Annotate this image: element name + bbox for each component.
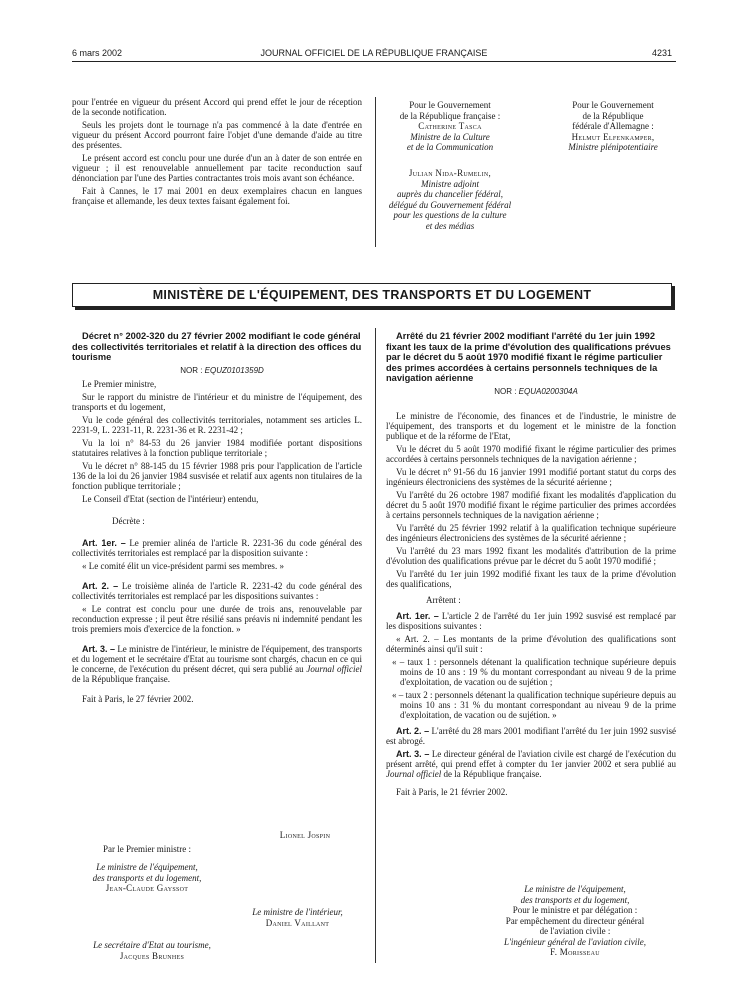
article-text: Le premier alinéa de l'article R. 2231-36 du code général des collectivités territoriales est remplacé par la disposition suivante :	[72, 537, 363, 558]
arrete-column	[386, 331, 676, 800]
article-text: L'arrêté du 28 mars 2001 modifiant l'arrêté du 1er juin 1992 susvisé est abrogé.	[386, 725, 677, 746]
sig-title: Le secrétaire d'Etat au tourisme,	[93, 940, 211, 950]
accord-paragraph: pour l'entrée en vigueur du présent Accord qui prend effet le jour de réception de la seconde notification.	[72, 97, 362, 117]
signature-france	[380, 100, 520, 153]
sig-name: Julian Nida-Rumelin,	[408, 168, 492, 178]
header-rule	[72, 61, 676, 62]
nor-label: NOR :	[494, 386, 517, 396]
nor-code: EQUA0200304A	[518, 386, 578, 396]
article-text: de la République française.	[441, 768, 542, 779]
sig-title: auprès du chancelier fédéral,	[397, 189, 503, 199]
decret-intro: Vu le code général des collectivités territoriales, notamment ses articles L. 2231-9, L. 2231-11, R. 2231-36 et R. 2231-42 ;	[72, 414, 362, 435]
arrete-nor	[386, 387, 676, 397]
signature-nida	[380, 168, 520, 231]
sig-title: des transports et du logement,	[520, 894, 630, 905]
sig-name: F. Morisseau	[550, 947, 600, 957]
decret-article-1	[72, 538, 362, 558]
article-label: Art. 2. –	[396, 725, 430, 736]
arrete-article-1	[386, 611, 676, 631]
sig-title: et de la Communication	[406, 142, 494, 152]
ministry-banner: MINISTÈRE DE L'ÉQUIPEMENT, DES TRANSPORTS ET DU LOGEMENT	[72, 283, 672, 307]
decret-nor	[72, 366, 362, 376]
decret-article-1-quote: « Le comité élit un vice-président parmi ses membres. »	[82, 560, 284, 571]
decret-column	[72, 331, 362, 707]
decret-intro: Vu la loi n° 84-53 du 26 janvier 1984 modifiée portant dispositions statutaires relatives à la fonction publique territoriale ;	[72, 437, 362, 458]
sig-title: Le ministre de l'équipement,	[524, 884, 626, 894]
sig-line: de la République française :	[399, 110, 501, 121]
accord-paragraph: Fait à Cannes, le 17 mai 2001 en deux exemplaires chacun en langues française et allemande, les deux textes faisant également foi.	[72, 186, 362, 206]
arrete-article-1-quote: « Art. 2. – Les montants de la prime d'évolution des qualifications sont déterminés ainsi qu'il suit :	[386, 633, 676, 654]
arrete-article-2	[386, 726, 676, 746]
article-text: Le troisième alinéa de l'article R. 2231-42 du code général des collectivités territoriales est remplacé par les dispositions suivantes :	[72, 580, 363, 601]
sig-name: Helmut Elfenkamper,	[571, 131, 655, 142]
arrete-title: Arrêté du 21 février 2002 modifiant l'arrêté du 1er juin 1992 fixant les taux de la prime d'évolution des qualifications prévues par le décret du 5 août 1970 modifié fixant le régime particulier des primes accordées à certains personnels techniques de la navigation aérienne	[386, 331, 671, 383]
sig-line: Par empêchement du directeur général	[505, 915, 645, 926]
sig-line: Par le Premier ministre :	[103, 844, 191, 854]
sig-title: et des médias	[425, 220, 475, 231]
accord-paragraph: Seuls les projets dont le tournage n'a pas commencé à la date d'entrée en vigueur du présent Accord pourront faire l'objet d'une demande d'aide au titre des présentes.	[72, 120, 362, 150]
article-label: Art. 3. –	[396, 748, 430, 759]
article-text-italic: Journal officiel	[386, 768, 442, 779]
decret-article-2	[72, 581, 362, 601]
arrete-article-1-rate: « – taux 2 : personnels détenant la qualification technique supérieure depuis au moins 10 ans : 31 % du montant correspondant au niveau 9 de la prime d'exploitation, de vacation ou de sujétion. »	[392, 689, 676, 720]
accord-paragraph: Le présent accord est conclu pour une durée d'un an à dater de son entrée en vigueur ; il est renouvelable annuellement par tacite reconduction sauf dénonciation par l'une des Parties contractantes trois mois avant son échéance.	[72, 153, 362, 183]
sig-title: délégué du Gouvernement fédéral	[388, 199, 512, 210]
decret-intro: Le Premier ministre,	[82, 378, 157, 389]
decret-pm-by	[72, 844, 222, 855]
sig-title: pour les questions de la culture	[393, 210, 507, 220]
article-label: Art. 1er. –	[82, 537, 126, 548]
journal-title: JOURNAL OFFICIEL DE LA RÉPUBLIQUE FRANÇAISE	[260, 48, 488, 58]
decret-intro: Le Conseil d'Etat (section de l'intérieur) entendu,	[82, 493, 259, 504]
article-text: Le directeur général de l'aviation civile est chargé de l'exécution du présent arrêté, qui prend effet à compter du 1er janvier 2002 et sera publié au	[386, 748, 677, 769]
decret-article-2-quote: « Le contrat est conclu pour une durée de trois ans, renouvelable par reconduction expresse ; il peut être résilié sans préavis ni indemnité pendant les trois premiers mois d'exercice de la fonction. »	[72, 603, 362, 634]
arrete-intro: Vu le décret du 5 août 1970 modifié fixant le régime particulier des primes accordées à certains personnels techniques de la navigation aérienne ;	[386, 443, 676, 464]
decret-sig-equipement	[72, 862, 222, 894]
sig-name: Lionel Jospin	[279, 830, 331, 840]
arrete-intro: Vu l'arrêté du 25 février 1992 relatif à la qualification technique supérieure des ingénieurs électroniciens des systèmes de la sécurité aérienne ;	[386, 522, 676, 543]
decret-fait: Fait à Paris, le 27 février 2002.	[82, 693, 194, 704]
sig-title: Le ministre de l'équipement,	[96, 862, 198, 872]
decret-title: Décret n° 2002-320 du 27 février 2002 modifiant le code général des collectivités territoriales et relatif à la direction des offices du tourisme	[72, 331, 362, 362]
arrete-signature	[470, 884, 680, 958]
sig-title: Le ministre de l'intérieur,	[252, 907, 343, 917]
decret-sig-interieur	[225, 907, 370, 928]
article-label: Art. 1er. –	[396, 610, 439, 621]
sig-line: Pour le Gouvernement	[409, 100, 491, 110]
sig-name: Catherine Tasca	[418, 121, 482, 131]
sig-title: Ministre adjoint	[421, 178, 479, 189]
accord-text	[72, 97, 362, 209]
arrete-intro: Vu l'arrêté du 1er juin 1992 modifié fixant les taux de la prime d'évolution des qualifications,	[386, 568, 676, 589]
article-text: Le ministre de l'intérieur, le ministre de l'équipement, des transports et du logement et le secrétaire d'Etat au tourisme sont chargés, chacun en ce qui le concerne, de l'exécution du présent décret, qui sera publié au	[72, 643, 362, 674]
arrete-article-3	[386, 749, 676, 779]
arrete-intro: Vu l'arrêté du 23 mars 1992 fixant les modalités d'attribution de la prime d'évolution des qualifications prévue par le décret du 5 août 1970 modifié ;	[386, 545, 676, 566]
signature-germany	[538, 100, 688, 153]
nor-code: EQUZ0101359D	[204, 365, 264, 375]
column-divider	[375, 328, 376, 963]
sig-line: Pour le ministre et par délégation :	[512, 905, 638, 915]
decret-intro: Vu le décret n° 88-145 du 15 février 1988 pris pour l'application de l'article 136 de la loi du 26 janvier 1984 susvisée et relatif aux agents non titulaires de la fonction publique territoriale ;	[72, 460, 362, 491]
article-label: Art. 3. –	[82, 643, 116, 654]
article-text: de la République française.	[72, 673, 170, 684]
page-date: 6 mars 2002	[72, 48, 123, 58]
article-text-italic: Journal officiel	[306, 663, 362, 674]
sig-title: Ministre plénipotentiaire	[568, 142, 658, 152]
column-divider	[375, 97, 376, 247]
sig-name: Jacques Brunhes	[119, 950, 185, 961]
sig-line: de l'aviation civile :	[539, 926, 611, 936]
sig-line: fédérale d'Allemagne :	[572, 121, 654, 131]
page-number: 4231	[651, 48, 672, 58]
article-label: Art. 2. –	[82, 580, 119, 591]
arrete-intro: Vu le décret n° 91-56 du 16 janvier 1991 modifié portant statut du corps des ingénieurs électroniciens des systèmes de la sécurité aérienne ;	[386, 466, 676, 487]
article-text: L'article 2 de l'arrêté du 1er juin 1992 susvisé est remplacé par les dispositions suivantes :	[386, 610, 676, 631]
arrete-intro: Le ministre de l'économie, des finances et de l'industrie, le ministre de l'équipement, des transports et du logement et le ministre de la fonction publique et de la réforme de l'Etat,	[386, 410, 676, 441]
sig-name: Jean-Claude Gayssot	[105, 883, 189, 893]
decret-sig-tourisme	[72, 940, 232, 961]
arrete-fait: Fait à Paris, le 21 février 2002.	[396, 786, 508, 797]
sig-line: de la République	[582, 110, 644, 121]
decret-pm-signature	[250, 830, 360, 841]
nor-label: NOR :	[180, 365, 203, 375]
sig-line: Pour le Gouvernement	[572, 100, 654, 110]
sig-title: des transports et du logement,	[92, 872, 202, 883]
decrete-heading: Décrète :	[112, 515, 145, 526]
arretent-heading: Arrêtent :	[426, 594, 461, 605]
sig-title: L'ingénieur général de l'aviation civile,	[503, 936, 647, 947]
decret-intro: Sur le rapport du ministre de l'intérieur et du ministre de l'équipement, des transports et du logement,	[72, 391, 362, 412]
sig-title: Ministre de la Culture	[410, 131, 490, 142]
sig-name: Daniel Vaillant	[265, 917, 330, 928]
arrete-article-1-rate: « – taux 1 : personnels détenant la qualification technique supérieure depuis moins de 10 ans : 19 % du montant correspondant au niveau 9 de la prime d'exploitation, de vacation ou de sujétion ;	[392, 656, 676, 687]
arrete-intro: Vu l'arrêté du 26 octobre 1987 modifié fixant les modalités d'application du décret du 5 août 1970 modifié fixant le régime particulier des primes accordées à certains personnels techniques de la navigation aérienne ;	[386, 489, 676, 520]
decret-article-3	[72, 644, 362, 684]
